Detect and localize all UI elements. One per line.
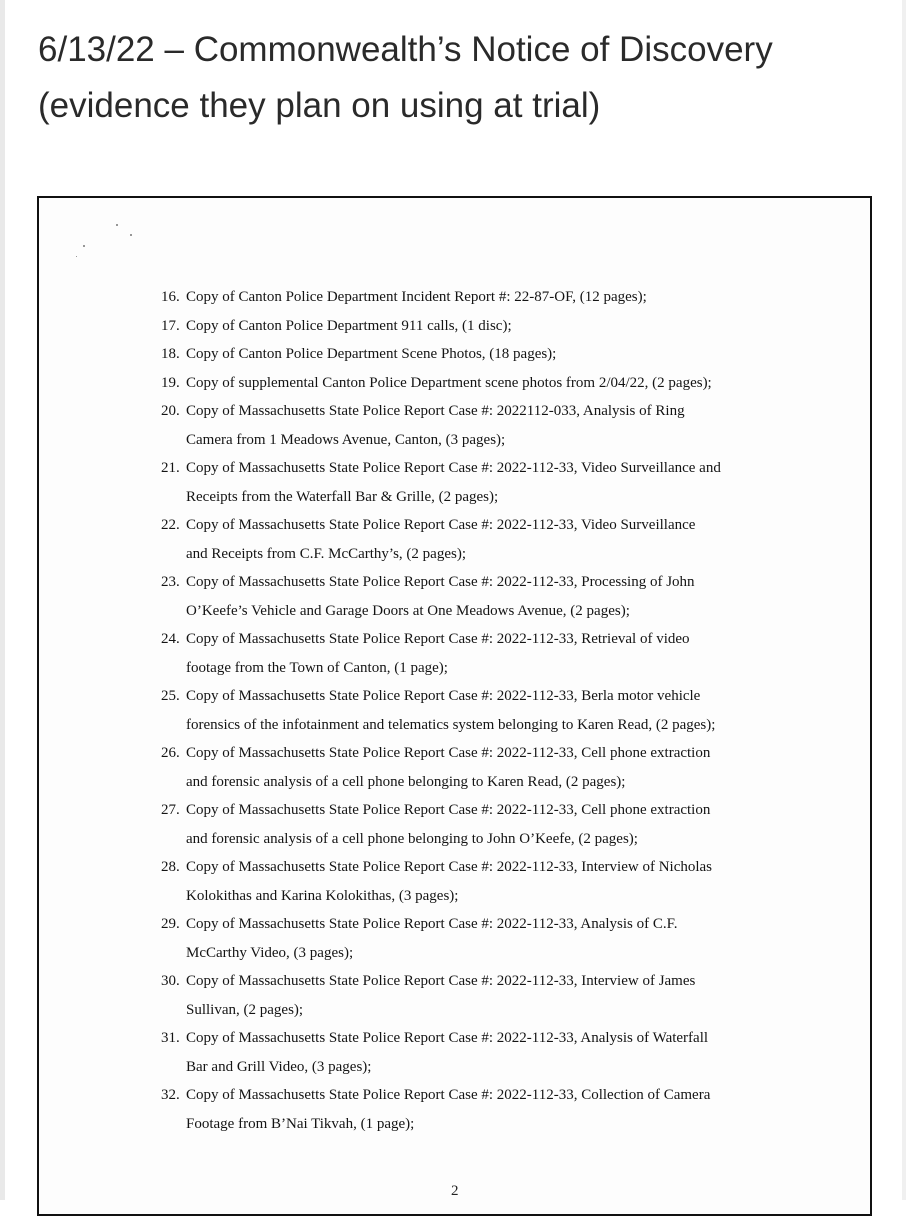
item-text: Copy of Canton Police Department 911 calls, (1 disc); <box>186 317 512 334</box>
scan-speck <box>83 245 85 247</box>
list-item <box>39 967 870 1024</box>
item-number: 17. <box>161 317 180 334</box>
list-item <box>39 283 870 312</box>
item-number: 30. <box>161 973 180 989</box>
item-number: 19. <box>161 374 180 391</box>
left-margin-rule <box>0 0 5 1200</box>
list-item <box>39 312 870 341</box>
item-text-continued: and forensic analysis of a cell phone belonging to John O’Keefe, (2 pages); <box>186 830 638 847</box>
item-text-continued: and Receipts from C.F. McCarthy’s, (2 pages); <box>186 545 466 562</box>
page-number: 2 <box>451 1183 459 1199</box>
item-text-continued: O’Keefe’s Vehicle and Garage Doors at One Meadows Avenue, (2 pages); <box>186 602 630 619</box>
item-text-continued: and forensic analysis of a cell phone belonging to Karen Read, (2 pages); <box>186 773 626 790</box>
item-number: 22. <box>161 517 180 533</box>
list-item <box>39 853 870 910</box>
item-text-continued: Sullivan, (2 pages); <box>186 1001 304 1018</box>
item-text: Copy of Massachusetts State Police Report Case #: 2022-112-33, Cell phone extraction <box>186 745 711 761</box>
item-number: 31. <box>161 1030 180 1046</box>
item-text-continued: Camera from 1 Meadows Avenue, Canton, (3 pages); <box>186 431 506 448</box>
list-item <box>39 369 870 398</box>
list-item <box>39 625 870 682</box>
item-text: Copy of Massachusetts State Police Report Case #: 2022-112-33, Analysis of Waterfall <box>186 1030 709 1046</box>
scan-speck <box>130 234 132 236</box>
item-number: 23. <box>161 574 180 590</box>
item-number: 20. <box>161 403 180 419</box>
item-text: Copy of supplemental Canton Police Department scene photos from 2/04/22, (2 pages); <box>186 374 712 391</box>
page-title <box>38 22 878 134</box>
right-margin-rule <box>902 0 906 1200</box>
item-text: Copy of Massachusetts State Police Report Case #: 2022-112-33, Berla motor vehicle <box>186 688 701 704</box>
list-item <box>39 910 870 967</box>
item-text: Copy of Massachusetts State Police Report Case #: 2022112-033, Analysis of Ring <box>186 403 685 419</box>
list-item <box>39 1081 870 1138</box>
list-item <box>39 739 870 796</box>
item-number: 16. <box>161 289 180 305</box>
list-item <box>39 682 870 739</box>
item-number: 24. <box>161 631 180 647</box>
scan-speck <box>116 224 118 226</box>
item-text: Copy of Massachusetts State Police Report Case #: 2022-112-33, Video Surveillance <box>186 517 696 533</box>
item-text: Copy of Massachusetts State Police Report Case #: 2022-112-33, Interview of James <box>186 973 696 989</box>
item-text: Copy of Canton Police Department Incident Report #: 22-87-OF, (12 pages); <box>186 289 647 305</box>
item-number: 26. <box>161 745 180 761</box>
item-text-continued: Footage from B’Nai Tikvah, (1 page); <box>186 1115 415 1132</box>
list-item <box>39 1024 870 1081</box>
list-item <box>39 397 870 454</box>
list-item <box>39 568 870 625</box>
discovery-item-list <box>39 283 870 1138</box>
item-number: 18. <box>161 346 180 362</box>
item-number: 25. <box>161 688 180 704</box>
item-text: Copy of Massachusetts State Police Report Case #: 2022-112-33, Cell phone extraction <box>186 802 711 818</box>
page-title-line-2: (evidence they plan on using at trial) <box>38 86 601 125</box>
list-item <box>39 340 870 369</box>
item-text: Copy of Massachusetts State Police Report Case #: 2022-112-33, Processing of John <box>186 574 695 590</box>
item-text: Copy of Massachusetts State Police Report Case #: 2022-112-33, Collection of Camera <box>186 1087 711 1103</box>
item-number: 28. <box>161 859 180 875</box>
list-item <box>39 796 870 853</box>
item-text-continued: McCarthy Video, (3 pages); <box>186 944 354 961</box>
item-text-continued: Bar and Grill Video, (3 pages); <box>186 1058 372 1075</box>
item-number: 27. <box>161 802 180 818</box>
list-item <box>39 511 870 568</box>
item-text: Copy of Massachusetts State Police Report Case #: 2022-112-33, Retrieval of video <box>186 631 690 647</box>
item-text: Copy of Canton Police Department Scene Photos, (18 pages); <box>186 346 557 362</box>
item-text-continued: footage from the Town of Canton, (1 page); <box>186 659 448 676</box>
item-number: 32. <box>161 1087 180 1103</box>
item-text: Copy of Massachusetts State Police Report Case #: 2022-112-33, Video Surveillance and <box>186 460 721 476</box>
item-text: Copy of Massachusetts State Police Report Case #: 2022-112-33, Interview of Nicholas <box>186 859 713 875</box>
page-title-line-1: 6/13/22 – Commonwealth’s Notice of Discovery <box>38 30 773 69</box>
item-text-continued: forensics of the infotainment and telematics system belonging to Karen Read, (2 pages); <box>186 716 716 733</box>
scan-speck <box>76 256 77 257</box>
item-number: 29. <box>161 916 180 932</box>
item-text: Copy of Massachusetts State Police Report Case #: 2022-112-33, Analysis of C.F. <box>186 916 678 932</box>
item-text-continued: Receipts from the Waterfall Bar & Grille, (2 pages); <box>186 488 499 505</box>
scanned-document-page <box>37 196 872 1216</box>
item-number: 21. <box>161 460 180 476</box>
item-text-continued: Kolokithas and Karina Kolokithas, (3 pages); <box>186 887 459 904</box>
list-item <box>39 454 870 511</box>
